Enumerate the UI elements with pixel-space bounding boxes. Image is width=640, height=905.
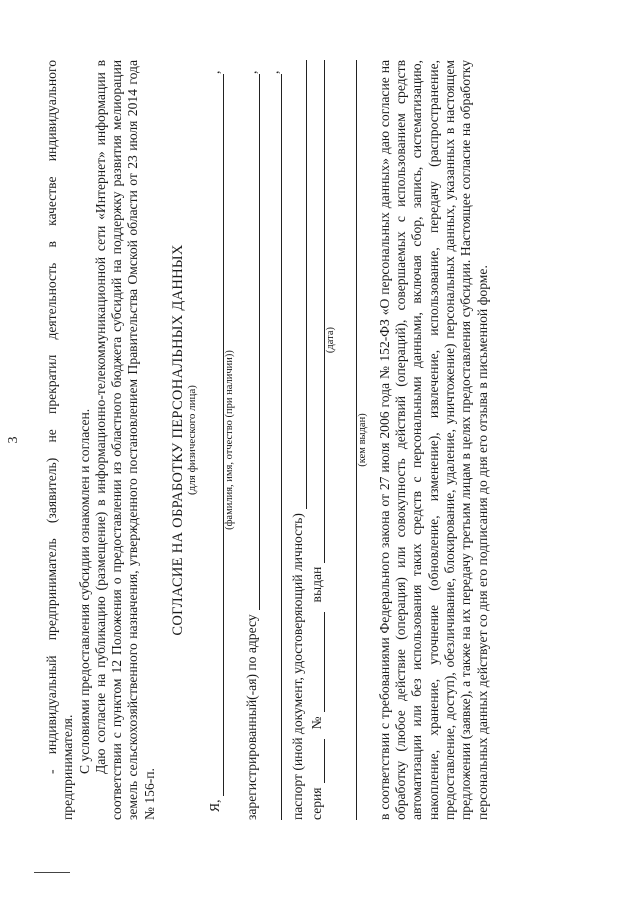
fio-field[interactable]: [208, 74, 224, 796]
fio-hint: (фамилия, имя, отчество (при наличии)): [223, 350, 235, 530]
number-field[interactable]: [309, 612, 325, 712]
fio-row: Я, ,: [207, 70, 223, 812]
address-row-2: ,: [266, 60, 282, 820]
address-label: зарегистрированный(-ая) по адресу: [243, 614, 259, 820]
consent-paragraph: в соответствии с требованиями Федерального закона от 27 июля 2006 года № 152-ФЗ «О персональных данных» даю согласие на обработку (любое действие (операция) или совокупность действий (операций), совершаемых с использованием средств автоматизации или без использования таких средств с персональными данными, включая сбор, запись, систематизацию, накопление, хранение, уточнение (обновление, изменение), извлечение, использование, передачу (распространение, предоставление, доступ), обезличивание, блокирование, удаление, уничтожение) персональных данных, указанных в настоящем предложении (заявке), а также на их передачу третьим лицам в целях предоставления субсидии. Настоящее согласие на обработку персональных данных действует со дня его подписания до дня его отзыва в письменной форме.: [376, 60, 490, 820]
intro-paragraph-3: Даю согласие на публикацию (размещение) в информационно-телекоммуникационной сети «Интернет» информации в соответствии с пунктом 12 Положения о предоставлении из областного бюджета субсидий на поддержку развития мелиорации земель сельскохозяйственного назначения, утвержденного постановлением Правительства Омской области от 23 июля 2014 года № 156-п.: [92, 60, 157, 820]
intro-paragraph-2: С условиями предоставления субсидии ознакомлен и согласен.: [76, 408, 92, 774]
i-label: Я,: [207, 799, 223, 812]
page-number: 3: [6, 436, 21, 444]
series-field[interactable]: [309, 739, 325, 783]
series-row: [309, 60, 325, 820]
form-title: СОГЛАСИЕ НА ОБРАБОТКУ ПЕРСОНАЛЬНЫХ ДАННЫХ: [170, 244, 187, 636]
issued-label: выдан: [308, 566, 324, 603]
address-field-2[interactable]: [266, 74, 282, 820]
issued-by-row: [341, 60, 357, 820]
address-row: зарегистрированный(-ая) по адресу ,: [243, 70, 259, 820]
document-body: [44, 60, 491, 820]
passport-row: [290, 60, 306, 820]
date-hint: (дата): [324, 326, 336, 354]
issued-by-field[interactable]: [341, 60, 357, 820]
address-field[interactable]: [244, 74, 260, 610]
number-label: №: [308, 716, 324, 730]
passport-label: паспорт (иной документ, удостоверяющий личность): [290, 513, 306, 820]
form-subtitle: (для физического лица): [186, 385, 199, 495]
issued-by-hint: (кем выдан): [356, 413, 368, 467]
issued-date-field[interactable]: [309, 60, 325, 563]
intro-paragraph-1: - индивидуальный предприниматель (заявитель) не прекратил деятельность в качестве индивидуального предпринимателя.: [44, 60, 76, 820]
passport-field[interactable]: [291, 60, 307, 509]
series-label: серия: [308, 787, 324, 820]
